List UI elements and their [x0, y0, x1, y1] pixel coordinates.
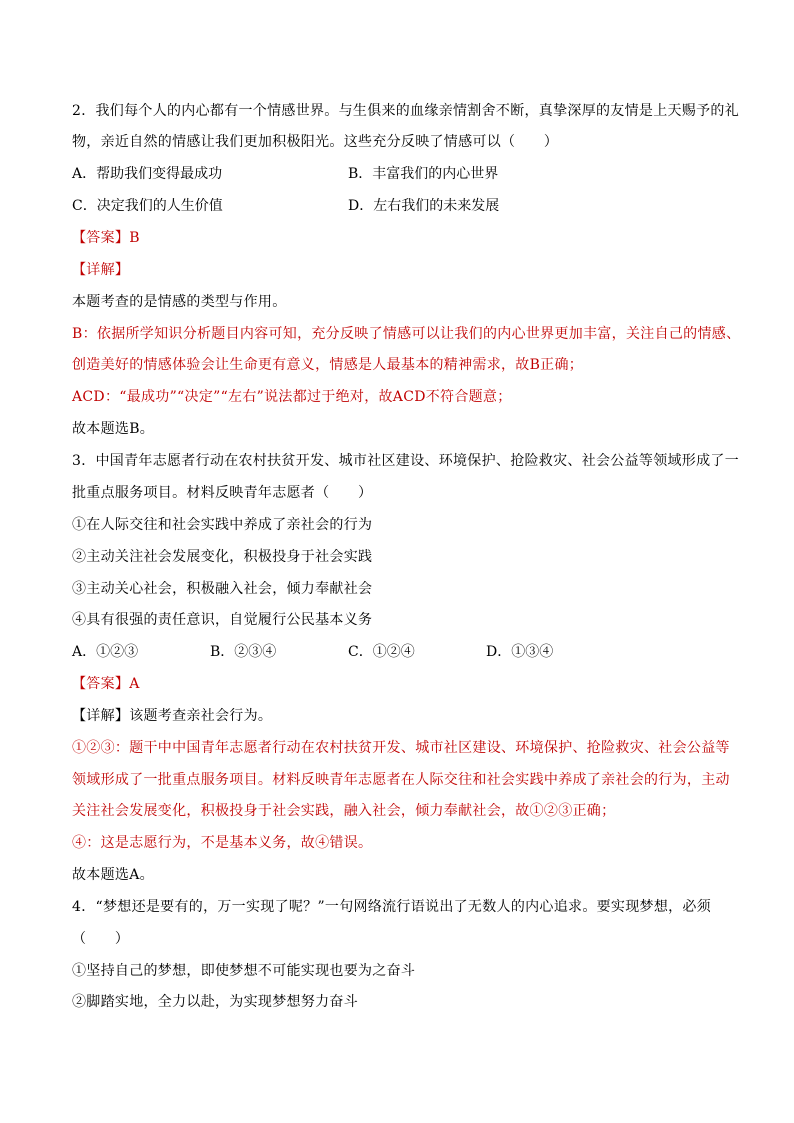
q2-explanation-1: 本题考查的是情感的类型与作用。: [72, 294, 287, 310]
q2-option-a: A．帮助我们变得最成功: [72, 166, 223, 182]
q2-conclusion: 故本题选B。: [72, 421, 155, 437]
q4-statement-2: ②脚踏实地，全力以赴，为实现梦想努力奋斗: [72, 994, 358, 1010]
q2-stem-line-2: 物，亲近自然的情感让我们更加积极阳光。这些充分反映了情感可以（ ）: [72, 134, 559, 150]
q3-explanation-1: ①②③：题干中中国青年志愿者行动在农村扶贫开发、城市社区建设、环境保护、抢险救灾、社会公益等: [72, 740, 730, 756]
q3-statement-4: ④具有很强的责任意识，自觉履行公民基本义务: [72, 612, 373, 628]
q2-option-d: D．左右我们的未来发展: [348, 198, 500, 214]
q3-statement-2: ②主动关注社会发展变化，积极投身于社会实践: [72, 549, 373, 565]
q3-statement-1: ①在人际交往和社会实践中养成了亲社会的行为: [72, 517, 373, 533]
q2-explanation-4: ACD：“最成功”“决定”“左右”说法都过于绝对，故ACD不符合题意；: [72, 389, 512, 405]
q3-option-d: D．①③④: [486, 644, 554, 660]
q2-option-b: B．丰富我们的内心世界: [348, 166, 499, 182]
q3-answer: 【答案】A: [72, 676, 140, 692]
q3-explanation-4: ④：这是志愿行为，不是基本义务，故④错误。: [72, 835, 373, 851]
q3-option-c: C．①②④: [348, 644, 415, 660]
q3-option-a: A．①②③: [72, 644, 139, 660]
q3-explanation-2: 领域形成了一批重点服务项目。材料反映青年志愿者在人际交往和社会实践中养成了亲社会的行为，主动: [72, 772, 730, 788]
q4-statement-1: ①坚持自己的梦想，即使梦想不可能实现也要为之奋斗: [72, 963, 416, 979]
q4-stem-line-2: （ ）: [72, 931, 130, 947]
q3-stem-line-1: 3．中国青年志愿者行动在农村扶贫开发、城市社区建设、环境保护、抢险救灾、社会公益等领域形成了一: [72, 453, 740, 469]
q2-answer: 【答案】B: [72, 230, 140, 246]
q3-statement-3: ③主动关心社会，积极融入社会，倾力奉献社会: [72, 581, 373, 597]
q3-stem-line-2: 批重点服务项目。材料反映青年志愿者（ ）: [72, 485, 373, 501]
q2-explanation-2: B：依据所学知识分析题目内容可知，充分反映了情感可以让我们的内心世界更加丰富，关注自己的情感、: [72, 326, 741, 342]
q2-explanation-3: 创造美好的情感体验会让生命更有意义，情感是人最基本的精神需求，故B正确；: [72, 357, 584, 373]
q3-option-b: B．②③④: [210, 644, 277, 660]
q4-stem-line-1: 4．“梦想还是要有的，万一实现了呢？”一句网络流行语说出了无数人的内心追求。要实现梦想，必须: [72, 899, 712, 915]
q3-conclusion: 故本题选A。: [72, 867, 154, 883]
q3-detail: 【详解】该题考查亲社会行为。: [72, 708, 273, 724]
q2-stem-line-1: 2．我们每个人的内心都有一个情感世界。与生俱来的血缘亲情割舍不断，真挚深厚的友情是上天赐予的礼: [72, 103, 740, 119]
q2-option-c: C．决定我们的人生价值: [72, 198, 223, 214]
q3-explanation-3: 关注社会发展变化，积极投身于社会实践，融入社会，倾力奉献社会，故①②③正确；: [72, 803, 616, 819]
q2-detail-label: 【详解】: [72, 262, 130, 278]
